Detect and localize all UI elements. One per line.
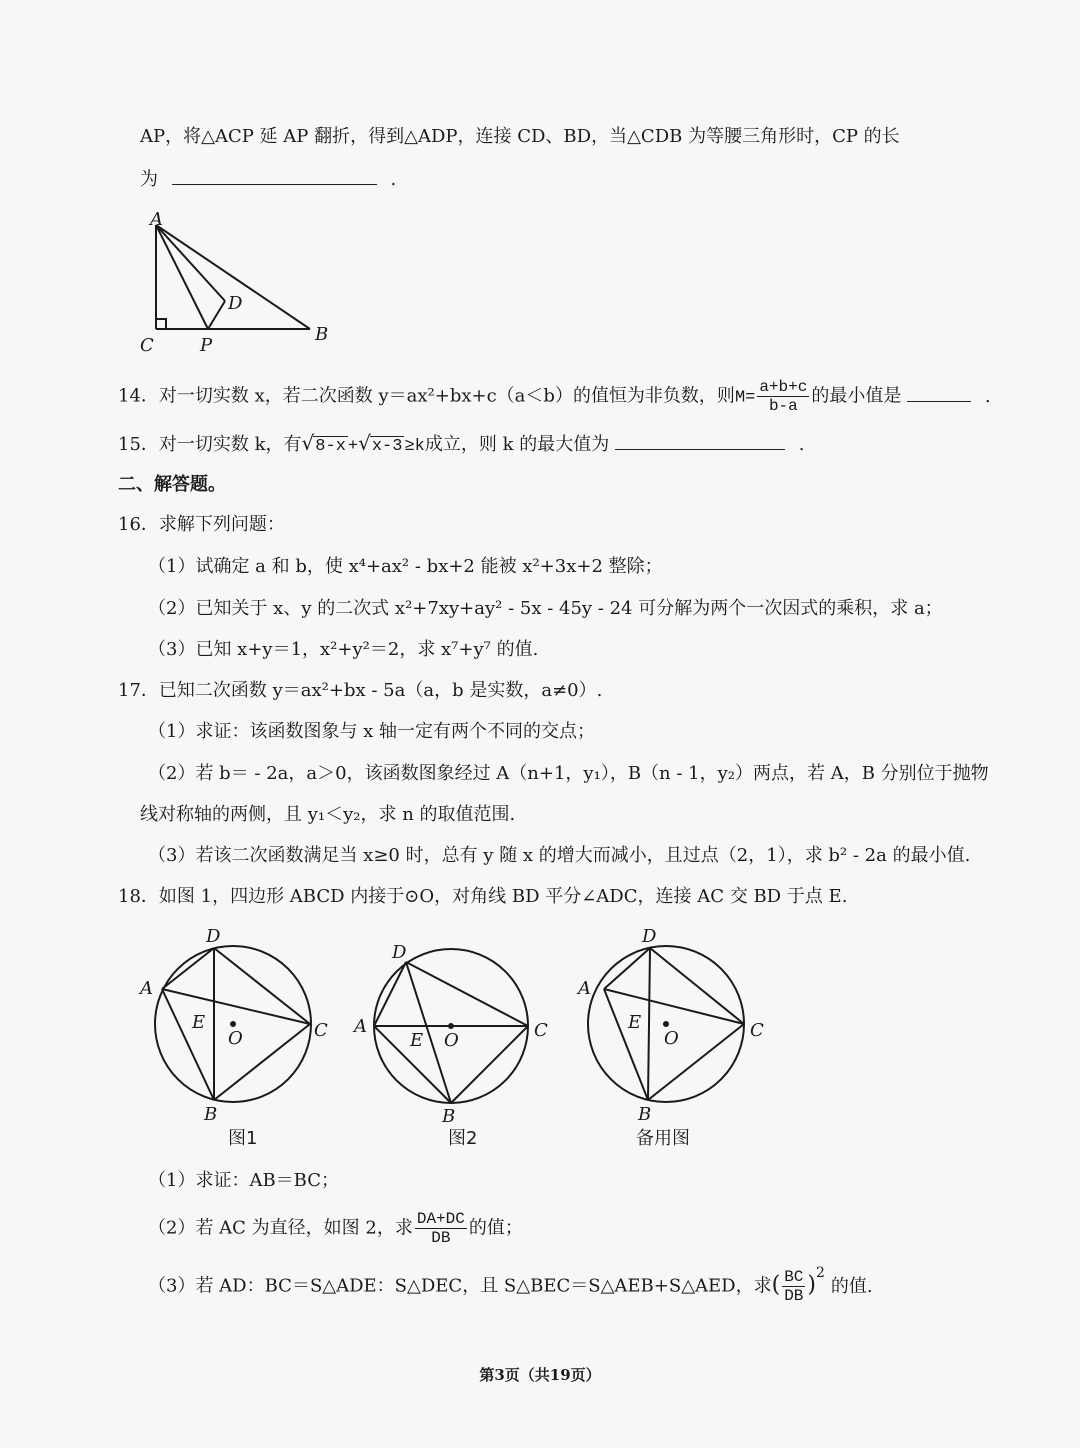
answer-blank-q14[interactable]: [907, 383, 971, 402]
answer-blank-q13[interactable]: [172, 166, 377, 185]
chord-ad: [374, 962, 406, 1026]
q18-figure-1: [130, 922, 350, 1154]
fig2-label-o: O: [444, 1030, 459, 1051]
fig3-label-d: D: [642, 926, 657, 947]
fig1-caption: 图1: [228, 1128, 258, 1149]
q17-part2a: （2）若 b＝ - 2a，a＞0，该函数图象经过 A（n+1，y₁），B（n - 1，y₂）两点，若 A，B 分别位于抛物: [148, 763, 989, 784]
q14-frac-num: a+b+c: [759, 378, 808, 396]
q14-text-suffix: 的最小值是: [811, 385, 902, 407]
q13-triangle-figure: [130, 205, 350, 365]
fig1-label-e: E: [192, 1012, 206, 1033]
q13-line2-prefix: 为: [140, 169, 158, 190]
fig2-label-c: C: [534, 1020, 548, 1041]
edge-ad: [156, 225, 225, 301]
fig1-label-b: B: [204, 1104, 218, 1125]
q18-figure-2: [350, 922, 570, 1154]
fig2-label-a: A: [354, 1016, 367, 1037]
q16-part3: （3）已知 x+y＝1，x²+y²＝2，求 x⁷+y⁷ 的值.: [148, 639, 539, 660]
q13-line2: [140, 166, 396, 193]
fig1-label-d: D: [206, 926, 221, 947]
center-point: [230, 1021, 236, 1027]
sqrt-sign-2: √: [358, 431, 371, 455]
edge-ap: [156, 225, 208, 329]
q14-text-prefix: 14．对一切实数 x，若二次函数 y＝ax²+bx+c（a＜b）的值恒为非负数，则: [118, 385, 735, 407]
q18-part3-prefix: （3）若 AD：BC＝S△ADE：S△DEC，且 S△BEC＝S△AEB+S△AED，求: [148, 1275, 772, 1297]
q14-m-eq: M=: [734, 388, 756, 408]
q18-part2-prefix: （2）若 AC 为直径，如图 2，求: [148, 1217, 413, 1239]
fig3-caption: 备用图: [636, 1128, 690, 1149]
q14-frac-den: b-a: [768, 397, 798, 415]
chord-ba: [162, 989, 214, 1100]
q18-p3-frac-num: BC: [784, 1268, 804, 1286]
fig2-caption: 图2: [448, 1128, 478, 1149]
label-c: C: [140, 335, 154, 356]
q18-p3-frac-den: DB: [784, 1287, 804, 1305]
fig3-label-o: O: [664, 1028, 679, 1049]
left-paren: (: [771, 1272, 781, 1298]
q16-part1: （1）试确定 a 和 b，使 x⁴+ax² - bx+2 能被 x²+3x+2 整除；: [148, 556, 663, 577]
q15-text-prefix: 15．对一切实数 k，有: [118, 434, 302, 455]
fig3-label-e: E: [628, 1012, 642, 1033]
q16-title: 16．求解下列问题：: [118, 514, 285, 535]
q18-part3-suffix: 的值.: [830, 1275, 873, 1297]
chord-ad: [162, 948, 214, 989]
label-b: B: [315, 324, 329, 345]
q15-cmp: ≥k: [404, 437, 425, 456]
q18-part3-fraction: [782, 1268, 805, 1305]
section-2-heading: 二、解答题。: [118, 474, 226, 495]
q18-part1: （1）求证：AB＝BC；: [148, 1170, 340, 1191]
q18-backup-figure: [570, 922, 790, 1154]
chord-cb: [648, 1024, 744, 1100]
q18-part2-suffix: 的值；: [468, 1217, 523, 1239]
q14-fraction: [757, 378, 809, 415]
fig2-label-e: E: [410, 1030, 424, 1051]
fig1-label-c: C: [314, 1020, 328, 1041]
fig1-label-o: O: [228, 1028, 243, 1049]
right-paren: ): [807, 1272, 816, 1298]
q18-p2-frac-den: DB: [431, 1229, 451, 1247]
page-footer: 第3页（共19页）: [479, 1366, 601, 1384]
fig3-label-b: B: [638, 1104, 652, 1125]
label-d: D: [228, 293, 243, 314]
q18-p2-frac-num: DA+DC: [416, 1210, 465, 1228]
center-point: [448, 1023, 454, 1029]
fig2-label-d: D: [392, 942, 407, 963]
q17-part1: （1）求证：该函数图象与 x 轴一定有两个不同的交点；: [148, 721, 596, 742]
answer-blank-q15[interactable]: [615, 431, 785, 450]
q15: [118, 430, 804, 460]
q18-part2-fraction: [415, 1210, 467, 1247]
q13-line1: [140, 124, 900, 150]
q17-part3: （3）若该二次函数满足当 x≥0 时，总有 y 随 x 的增大而减小，且过点（2，1），求 b² - 2a 的最小值.: [148, 845, 971, 866]
chord-ba: [604, 989, 648, 1100]
chord-cb: [451, 1026, 528, 1103]
q15-sqrt1: 8-x: [315, 437, 346, 456]
q18-part2: [148, 1210, 523, 1247]
q18-title: 18．如图 1，四边形 ABCD 内接于⊙O，对角线 BD 平分∠ADC，连接 AC 交 BD 于点 E.: [118, 886, 848, 907]
right-angle-mark: [156, 319, 166, 329]
sqrt-sign-1: √: [301, 431, 315, 455]
fig1-label-a: A: [140, 978, 153, 999]
fig2-label-b: B: [442, 1106, 456, 1127]
q15-sqrt2: x-3: [371, 437, 403, 456]
q14: [118, 378, 991, 415]
center-point: [663, 1021, 669, 1027]
fig3-label-c: C: [750, 1020, 764, 1041]
fig3-label-a: A: [578, 978, 591, 999]
q18-part3: [148, 1264, 873, 1305]
q16-part2: （2）已知关于 x、y 的二次式 x²+7xy+ay² - 5x - 45y - 24 可分解为两个一次因式的乘积，求 a；: [148, 598, 943, 619]
q13-line2-suffix: .: [390, 169, 397, 190]
diagonal-bd: [648, 948, 650, 1100]
label-p: P: [200, 335, 213, 356]
q17-part2b: 线对称轴的两侧，且 y₁＜y₂，求 n 的取值范围.: [140, 804, 516, 825]
q15-text-suffix: 成立，则 k 的最大值为: [424, 434, 610, 455]
q17-title: 17．已知二次函数 y＝ax²+bx - 5a（a，b 是实数，a≠0）.: [118, 680, 603, 701]
q13-line1-text: AP，将△ACP 延 AP 翻折，得到△ADP，连接 CD、BD，当△CDB 为等腰三角形时，CP 的长: [140, 126, 900, 147]
q15-plus: +: [347, 437, 359, 456]
q15-end: .: [798, 434, 805, 455]
label-a: A: [150, 209, 163, 230]
q18-p3-exponent: 2: [816, 1264, 825, 1281]
q14-end: .: [984, 385, 991, 407]
edge-dp: [208, 301, 225, 329]
